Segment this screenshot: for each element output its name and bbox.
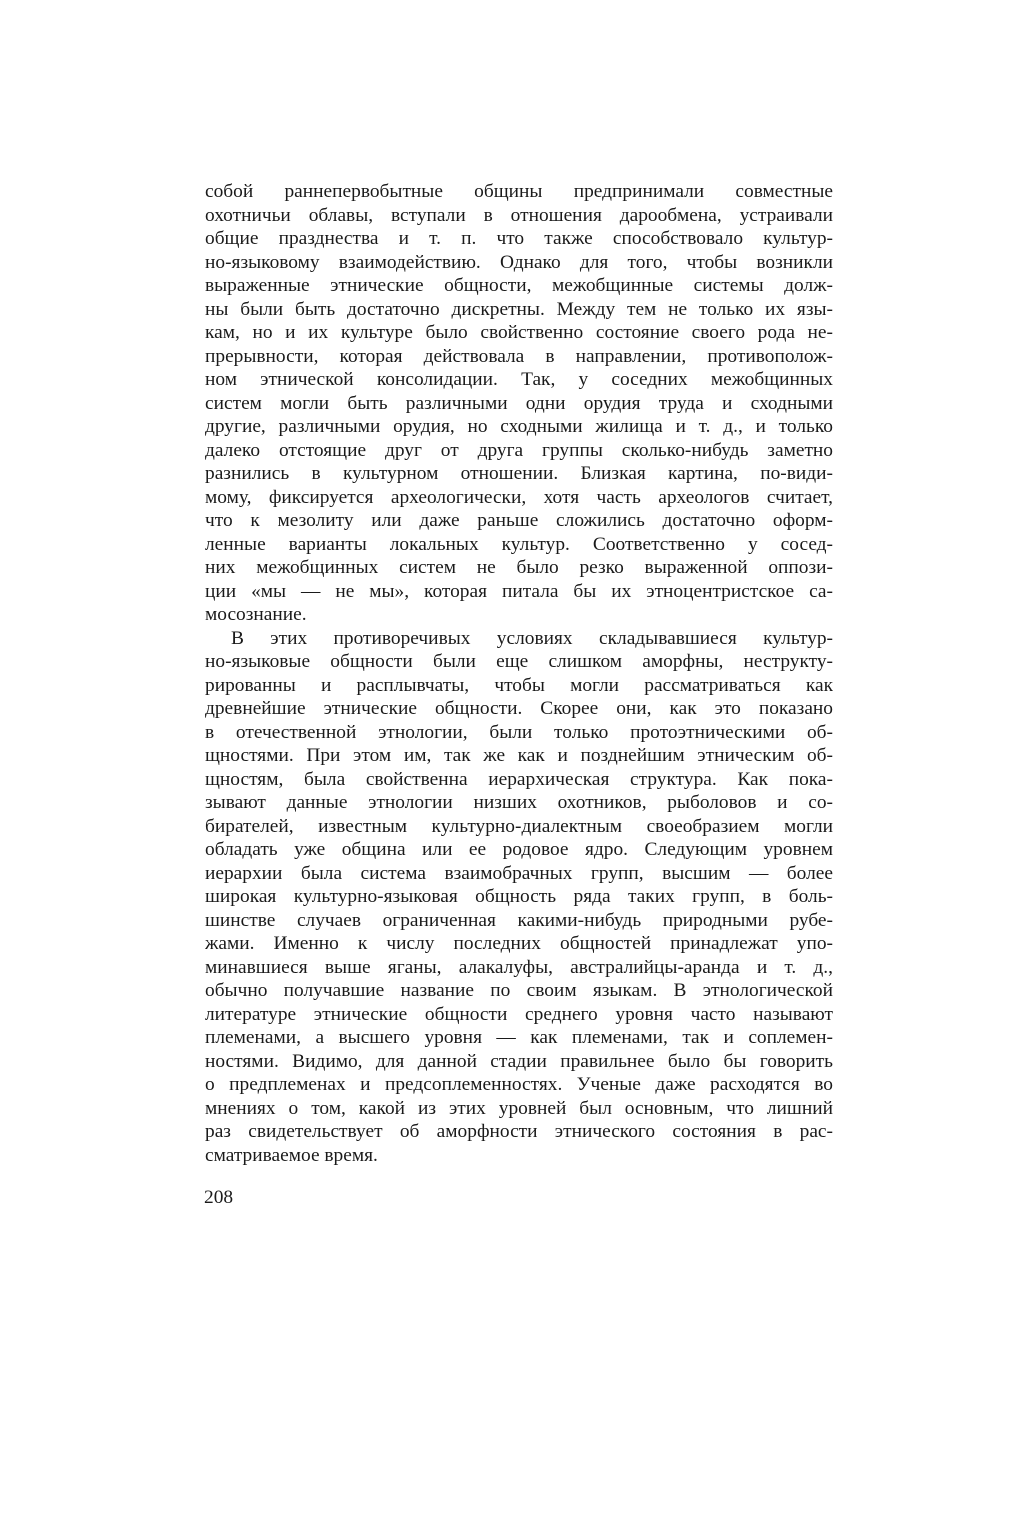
text-line: систем могли быть различными одни орудия труда и сходными [205, 392, 833, 414]
text-line: выраженные этнические общности, межобщинные системы долж- [205, 275, 833, 296]
text-line: прерывности, которая действовала в направлении, противополож- [205, 345, 833, 367]
text-line: но-языковому взаимодействию. Однако для того, чтобы возникли [205, 251, 833, 273]
text-line: щностями. При этом им, так же как и позднейшим этническим об- [205, 745, 833, 766]
page-number: 208 [204, 1187, 234, 1208]
body-text [205, 180, 833, 1167]
text-line: далеко отстоящие друг от друга группы сколько-нибудь заметно [205, 439, 833, 461]
text-line: обладать уже община или ее родовое ядро. Следующим уровнем [205, 839, 833, 860]
text-line: бирателей, известным культурно-диалектным своеобразием могли [205, 815, 833, 837]
text-line: раз свидетельствует об аморфности этнического состояния в рас- [205, 1121, 833, 1142]
text-line: шинстве случаев ограниченная какими-нибудь природными рубе- [205, 909, 833, 931]
text-line: широкая культурно-языковая общность ряда таких групп, в боль- [205, 886, 833, 907]
text-line: но-языковые общности были еще слишком аморфны, неструкту- [205, 651, 833, 672]
text-line: в отечественной этнологии, были только протоэтническими об- [205, 721, 833, 743]
text-line: В этих противоречивых условиях складывавшиеся культур- [231, 627, 833, 649]
text-line: обычно получавшие название по своим языкам. В этнологической [205, 980, 833, 1001]
text-line: что к мезолиту или даже раньше сложились достаточно оформ- [205, 510, 833, 531]
paragraph [205, 180, 833, 627]
text-line: иерархии была система взаимобрачных групп, высшим — более [205, 862, 833, 884]
text-line: них межобщинных систем не было резко выраженной оппози- [205, 557, 833, 578]
text-line: литературе этнические общности среднего уровня часто называют [205, 1003, 833, 1025]
text-line: ции «мы — не мы», которая питала бы их этноцентристское са- [205, 580, 833, 602]
text-line: ном этнической консолидации. Так, у соседних межобщинных [205, 369, 833, 390]
text-line: сматриваемое время. [205, 1144, 378, 1166]
text-line: минавшиеся выше яганы, алакалуфы, австралийцы-аранда и т. д., [205, 956, 833, 978]
text-line: собой раннепервобытные общины предпринимали совместные [205, 181, 833, 202]
text-line: жами. Именно к числу последних общностей принадлежат упо- [205, 933, 833, 954]
paragraph [205, 627, 833, 1168]
text-line: племенами, а высшего уровня — как племенами, так и соплемен- [205, 1027, 833, 1048]
text-line: разнились в культурном отношении. Близкая картина, по-види- [205, 463, 833, 484]
text-line: мосознание. [205, 604, 307, 625]
text-line: охотничьи облавы, вступали в отношения дарообмена, устраивали [205, 204, 833, 226]
text-line: общие празднества и т. п. что также способствовало культур- [205, 228, 833, 249]
text-line: мнениях о том, какой из этих уровней был основным, что лишний [205, 1097, 833, 1119]
text-line: о предплеменах и предсоплеменностях. Ученые даже расходятся во [205, 1074, 833, 1095]
text-line: ленные варианты локальных культур. Соответственно у сосед- [205, 533, 833, 555]
text-line: зывают данные этнологии низших охотников, рыболовов и со- [205, 792, 833, 813]
text-line: ны были быть достаточно дискретны. Между тем не только их язы- [205, 298, 833, 320]
text-line: ностями. Видимо, для данной стадии правильнее было бы говорить [205, 1050, 833, 1072]
text-line: мому, фиксируется археологически, хотя часть археологов считает, [205, 486, 833, 508]
text-line: рированны и расплывчаты, чтобы могли рассматриваться как [205, 674, 833, 696]
text-line: щностям, была свойственна иерархическая структура. Как пока- [205, 768, 833, 790]
text-line: древнейшие этнические общности. Скорее они, как это показано [205, 698, 833, 719]
text-line: кам, но и их культуре было свойственно состояние своего рода не- [205, 322, 833, 343]
text-line: другие, различными орудия, но сходными жилища и т. д., и только [205, 416, 833, 437]
